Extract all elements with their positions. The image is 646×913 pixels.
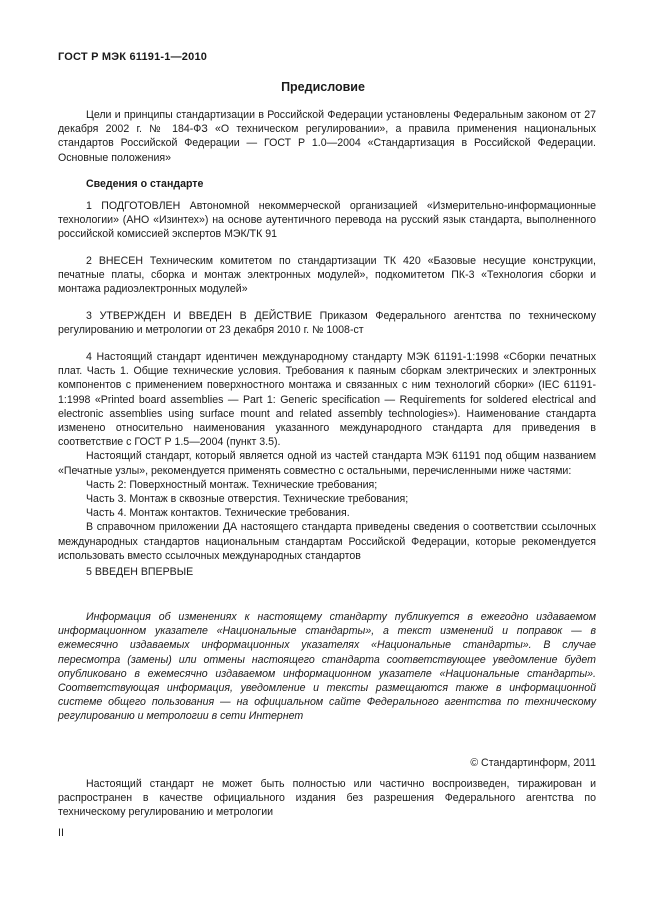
document-code: ГОСТ Р МЭК 61191-1—2010 <box>58 51 208 63</box>
item-4-parts-intro: Настоящий стандарт, который является одной из частей стандарта МЭК 61191 под общим названием «Печатные узлы», рекомендуется применять совместно с остальными, перечисленными ниже частями: <box>58 450 596 477</box>
page-title: Предисловие <box>281 80 365 94</box>
reproduction-text: Настоящий стандарт не может быть полностью или частично воспроизведен, тиражирован и распространен в качестве официального издания без разрешения Федерального агентства по техническому регулированию и метрологии <box>58 778 596 819</box>
list-item: Часть 3. Монтаж в сквозные отверстия. Технические требования; <box>86 493 409 506</box>
section-heading: Сведения о стандарте <box>86 178 204 190</box>
list-item: Часть 4. Монтаж контактов. Технические требования. <box>86 507 350 520</box>
item-1 <box>58 199 596 242</box>
item-2 <box>58 254 596 297</box>
amendments-notice <box>58 610 596 724</box>
item-4-text: 4 Настоящий стандарт идентичен международному стандарту МЭК 61191-1:1998 «Сборки печатных плат. Часть 1. Общие технические условия. Требования к паяным сборкам электрических и электронных компонентов с применением поверхностного монтажа и связанных с ним технологий сборки» (IEC 61191-1:1998 «Printed board assemblies — Part 1: Generic specification — Requirements for soldered electrical and electronic assemblies using surface mount and related assembly technologies»). Наименование стандарта изменено относительно наименования указанного международного стандарта для приведения в соответствие с ГОСТ Р 1.5—2004 (пункт 3.5). <box>58 351 596 449</box>
item-3-text: 3 УТВЕРЖДЕН И ВВЕДЕН В ДЕЙСТВИЕ Приказом Федерального агентства по техническому регулированию и метрологии от 23 декабря 2010 г. № 1008-ст <box>58 310 596 337</box>
item-4 <box>58 350 596 563</box>
copyright: © Стандартинформ, 2011 <box>470 757 596 769</box>
item-1-text: 1 ПОДГОТОВЛЕН Автономной некоммерческой организацией «Измерительно-информационные технологии» (АНО «Изинтех») на основе аутентичного перевода на русский язык стандарта, выполненного российской комиссией экспертов МЭК/ТК 91 <box>58 200 596 241</box>
reproduction-notice <box>58 777 596 820</box>
item-4-annex-note: В справочном приложении ДА настоящего стандарта приведены сведения о соответствии ссылочных международных стандартов национальным стандартам Российской Федерации, которые рекомендуется использовать вместо ссылочных международных стандартов <box>58 521 596 562</box>
item-2-text: 2 ВНЕСЕН Техническим комитетом по стандартизации ТК 420 «Базовые несущие конструкции, печатные платы, сборка и монтаж электронных модулей», подкомитетом ПК-3 «Технология сборки и монтажа радиоэлектронных модулей» <box>58 255 596 296</box>
item-5-text: 5 ВВЕДЕН ВПЕРВЫЕ <box>86 566 194 578</box>
page-number: II <box>58 827 64 839</box>
list-item: Часть 2: Поверхностный монтаж. Технические требования; <box>86 478 378 491</box>
intro-text: Цели и принципы стандартизации в Российской Федерации установлены Федеральным законом от 27 декабря 2002 г. № 184-ФЗ «О техническом регулировании», а правила применения национальных стандартов Российской Федерации — ГОСТ Р 1.0—2004 «Стандартизация в Российской Федерации. Основные положения» <box>58 109 596 164</box>
notice-text: Информация об изменениях к настоящему стандарту публикуется в ежегодно издаваемом информационном указателе «Национальные стандарты», а текст изменений и поправок — в ежемесячно издаваемых информационных указателях «Национальные стандарты». В случае пересмотра (замены) или отмены настоящего стандарта соответствующее уведомление будет опубликовано в ежемесячно издаваемом информационном указателе «Национальные стандарты». Соответствующая информация, уведомление и тексты размещаются также в информационной системе общего пользования — на официальном сайте Федерального агентства по техническому регулированию и метрологии в сети Интернет <box>58 611 596 723</box>
intro-paragraph <box>58 108 596 165</box>
item-3 <box>58 309 596 337</box>
item-5 <box>58 565 596 579</box>
